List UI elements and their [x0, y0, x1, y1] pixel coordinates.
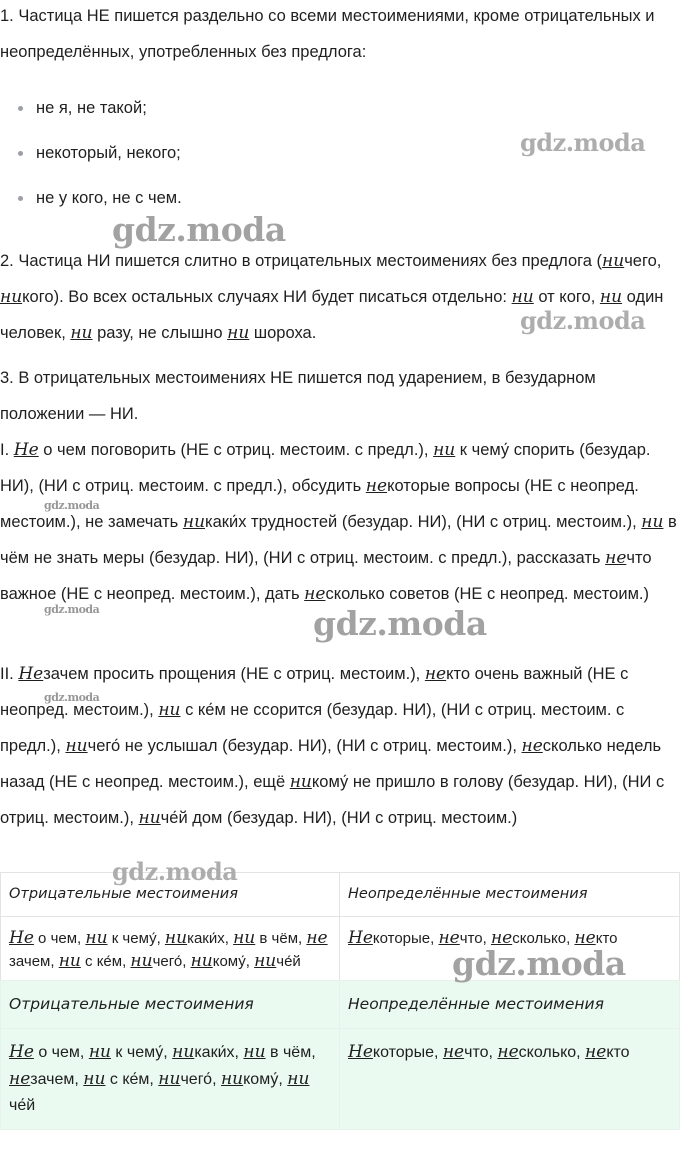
rule-2: 2. Частица НИ пишется слитно в отрицательных местоимениях без предлога (ничего, никого). Во всех остальных случаях НИ будет писаться отдельно: ни от кого, ни один человек, ни разу, не слышно ни шороха.: [0, 251, 664, 343]
table-cell-negative: Не о чем, ни к чему́, никаки́х, ни в чём, не зачем, ни с ке́м, ничего́, никому́, ниче́й: [1, 917, 340, 984]
pronouns-table-highlighted: [0, 980, 680, 1130]
table-header-indefinite: Неопределённые местоимения: [340, 981, 680, 1029]
list-item: не у кого, не с чем.: [18, 186, 182, 210]
section-1: I. Не о чем поговорить (НЕ с отриц. местоим. с предл.), ни к чему́ спорить (безудар. НИ), (НИ с отриц. местоим. с предл.), обсудить некоторые вопросы (НЕ с неопред. местоим.), не замечать никаки́х трудностей (безудар. НИ), (НИ с отриц. местоим.), ни в чём не знать меры (безудар. НИ), (НИ с отриц. местоим. с предл.), рассказать нечто важное (НЕ с неопред. местоим.), дать несколько советов (НЕ с неопред. местоим.): [0, 440, 677, 604]
table-cell-indefinite: Некоторые, нечто, несколько, некто: [340, 1029, 680, 1130]
watermark: gdz.moda: [44, 603, 100, 616]
watermark: gdz.moda: [112, 857, 238, 886]
watermark: gdz.moda: [44, 691, 100, 704]
watermark: gdz.moda: [313, 604, 487, 643]
table-header-negative: Отрицательные местоимения: [1, 981, 340, 1029]
table-header-indefinite: Неопределённые местоимения: [340, 873, 680, 917]
table-cell-indefinite: Некоторые, нечто, несколько, некто: [340, 917, 680, 984]
list-item: некоторый, некого;: [18, 141, 181, 165]
watermark: gdz.moda: [452, 944, 626, 983]
watermark: gdz.moda: [44, 499, 100, 512]
section-2: II. Незачем просить прощения (НЕ с отриц. местоим.), некто очень важный (НЕ с неопред. местоим.), ни с ке́м не ссорится (безудар. НИ), (НИ с отриц. местоим. с предл.), ничего́ не услышал (безудар. НИ), (НИ с отриц. местоим.), несколько недель назад (НЕ с неопред. местоим.), ещё никому́ не пришло в голову (безудар. НИ), (НИ с отриц. местоим.), ниче́й дом (безудар. НИ), (НИ с отриц. местоим.): [0, 664, 665, 828]
list-item: не я, не такой;: [18, 96, 147, 120]
watermark: gdz.moda: [520, 128, 646, 157]
rule-3: 3. В отрицательных местоимениях НЕ пишется под ударением, в безударном положении — НИ.: [0, 369, 596, 423]
watermark: gdz.moda: [520, 306, 646, 335]
watermark: gdz.moda: [112, 210, 286, 249]
pronouns-table: [0, 872, 680, 984]
table-cell-negative: Не о чем, ни к чему́, никаки́х, ни в чём, незачем, ни с ке́м, ничего́, никому́, ни че́й: [1, 1029, 340, 1130]
rule-1: 1. Частица НЕ пишется раздельно со всеми местоимениями, кроме отрицательных и неопределённых, употребленных без предлога:: [0, 7, 655, 61]
table-header-negative: Отрицательные местоимения: [1, 873, 340, 917]
